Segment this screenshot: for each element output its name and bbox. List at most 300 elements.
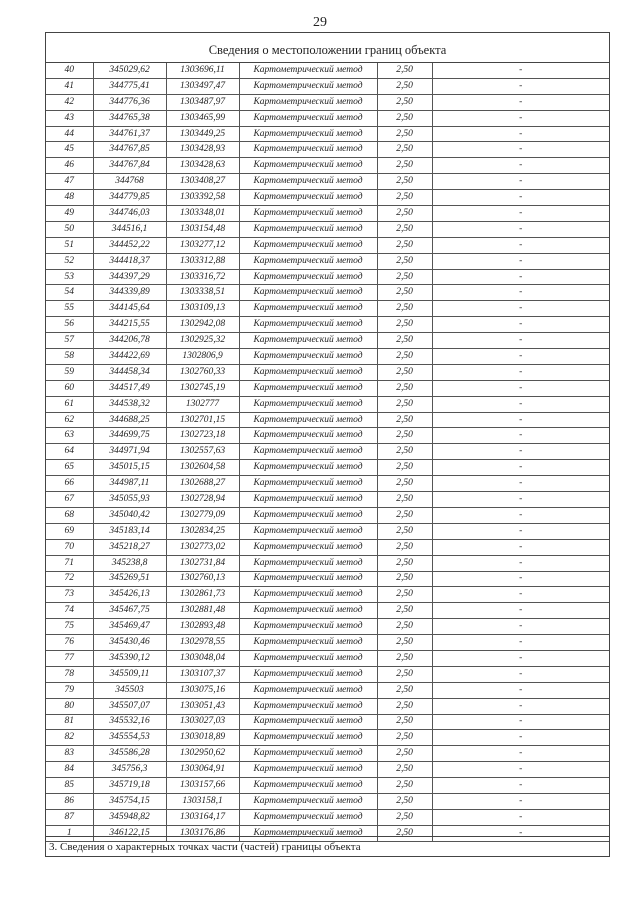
description-cell: - <box>432 364 609 380</box>
coordinate-x-cell: 344971,94 <box>93 444 166 460</box>
coordinate-y-cell: 1302777 <box>166 396 239 412</box>
coordinate-x-cell: 345948,82 <box>93 809 166 825</box>
table-row <box>46 492 609 508</box>
point-number-cell: 47 <box>46 174 93 190</box>
coordinate-y-cell: 1302806,9 <box>166 349 239 365</box>
point-number-cell: 69 <box>46 523 93 539</box>
accuracy-cell: 2,50 <box>377 666 432 682</box>
coordinate-y-cell: 1302925,32 <box>166 333 239 349</box>
coordinate-y-cell: 1303064,91 <box>166 762 239 778</box>
point-number-cell: 85 <box>46 778 93 794</box>
accuracy-cell: 2,50 <box>377 63 432 78</box>
method-cell: Картометрический метод <box>239 555 377 571</box>
description-cell: - <box>432 476 609 492</box>
coordinate-x-cell: 345029,62 <box>93 63 166 78</box>
coordinate-y-cell: 1302760,13 <box>166 571 239 587</box>
method-cell: Картометрический метод <box>239 428 377 444</box>
coordinate-x-cell: 344538,32 <box>93 396 166 412</box>
accuracy-cell: 2,50 <box>377 460 432 476</box>
table-row <box>46 349 609 365</box>
method-cell: Картометрический метод <box>239 778 377 794</box>
point-number-cell: 67 <box>46 492 93 508</box>
accuracy-cell: 2,50 <box>377 571 432 587</box>
section-title: Сведения о местоположении границ объекта <box>46 33 609 63</box>
coordinate-y-cell: 1303107,37 <box>166 666 239 682</box>
coordinate-x-cell: 345507,07 <box>93 698 166 714</box>
coordinate-y-cell: 1303428,63 <box>166 158 239 174</box>
coordinate-y-cell: 1303109,13 <box>166 301 239 317</box>
description-cell: - <box>432 317 609 333</box>
coordinate-y-cell: 1303696,11 <box>166 63 239 78</box>
coordinate-x-cell: 344699,75 <box>93 428 166 444</box>
accuracy-cell: 2,50 <box>377 809 432 825</box>
description-cell: - <box>432 174 609 190</box>
coordinate-y-cell: 1303487,97 <box>166 94 239 110</box>
accuracy-cell: 2,50 <box>377 221 432 237</box>
table-row <box>46 269 609 285</box>
point-number-cell: 60 <box>46 380 93 396</box>
description-cell: - <box>432 206 609 222</box>
accuracy-cell: 2,50 <box>377 333 432 349</box>
description-cell: - <box>432 253 609 269</box>
method-cell: Картометрический метод <box>239 762 377 778</box>
accuracy-cell: 2,50 <box>377 476 432 492</box>
coordinate-y-cell: 1302779,09 <box>166 507 239 523</box>
accuracy-cell: 2,50 <box>377 555 432 571</box>
coordinate-x-cell: 345754,15 <box>93 793 166 809</box>
coordinate-x-cell: 345390,12 <box>93 650 166 666</box>
accuracy-cell: 2,50 <box>377 587 432 603</box>
coordinate-x-cell: 345503 <box>93 682 166 698</box>
accuracy-cell: 2,50 <box>377 746 432 762</box>
table-row <box>46 539 609 555</box>
description-cell: - <box>432 746 609 762</box>
coordinates-table-body <box>46 63 609 841</box>
table-row <box>46 412 609 428</box>
method-cell: Картометрический метод <box>239 825 377 841</box>
method-cell: Картометрический метод <box>239 94 377 110</box>
method-cell: Картометрический метод <box>239 587 377 603</box>
coordinate-y-cell: 1303018,89 <box>166 730 239 746</box>
point-number-cell: 1 <box>46 825 93 841</box>
coordinate-y-cell: 1303449,25 <box>166 126 239 142</box>
coordinate-y-cell: 1302861,73 <box>166 587 239 603</box>
coordinate-x-cell: 345469,47 <box>93 619 166 635</box>
coordinate-y-cell: 1302881,48 <box>166 603 239 619</box>
point-number-cell: 50 <box>46 221 93 237</box>
description-cell: - <box>432 730 609 746</box>
coordinate-x-cell: 345183,14 <box>93 523 166 539</box>
description-cell: - <box>432 94 609 110</box>
description-cell: - <box>432 762 609 778</box>
point-number-cell: 54 <box>46 285 93 301</box>
coordinate-y-cell: 1303048,04 <box>166 650 239 666</box>
description-cell: - <box>432 444 609 460</box>
coordinate-x-cell: 344987,11 <box>93 476 166 492</box>
coordinate-y-cell: 1302728,94 <box>166 492 239 508</box>
description-cell: - <box>432 126 609 142</box>
accuracy-cell: 2,50 <box>377 253 432 269</box>
description-cell: - <box>432 507 609 523</box>
method-cell: Картометрический метод <box>239 221 377 237</box>
method-cell: Картометрический метод <box>239 682 377 698</box>
table-row <box>46 364 609 380</box>
point-number-cell: 80 <box>46 698 93 714</box>
coordinate-y-cell: 1302731,84 <box>166 555 239 571</box>
method-cell: Картометрический метод <box>239 730 377 746</box>
coordinate-y-cell: 1303157,66 <box>166 778 239 794</box>
table-row <box>46 809 609 825</box>
accuracy-cell: 2,50 <box>377 539 432 555</box>
coordinate-y-cell: 1303392,58 <box>166 190 239 206</box>
accuracy-cell: 2,50 <box>377 507 432 523</box>
point-number-cell: 52 <box>46 253 93 269</box>
coordinate-y-cell: 1303158,1 <box>166 793 239 809</box>
accuracy-cell: 2,50 <box>377 444 432 460</box>
table-row <box>46 523 609 539</box>
coordinate-x-cell: 344775,41 <box>93 78 166 94</box>
coordinate-y-cell: 1302604,58 <box>166 460 239 476</box>
description-cell: - <box>432 460 609 476</box>
coordinate-x-cell: 344206,78 <box>93 333 166 349</box>
point-number-cell: 63 <box>46 428 93 444</box>
description-cell: - <box>432 809 609 825</box>
method-cell: Картометрический метод <box>239 63 377 78</box>
coordinate-x-cell: 344145,64 <box>93 301 166 317</box>
description-cell: - <box>432 333 609 349</box>
coordinate-x-cell: 344776,36 <box>93 94 166 110</box>
coordinate-x-cell: 344767,85 <box>93 142 166 158</box>
coordinate-x-cell: 344516,1 <box>93 221 166 237</box>
accuracy-cell: 2,50 <box>377 190 432 206</box>
coordinate-x-cell: 344215,55 <box>93 317 166 333</box>
method-cell: Картометрический метод <box>239 237 377 253</box>
description-cell: - <box>432 142 609 158</box>
coordinate-x-cell: 344765,38 <box>93 110 166 126</box>
table-row <box>46 301 609 317</box>
coordinate-y-cell: 1303154,48 <box>166 221 239 237</box>
description-cell: - <box>432 793 609 809</box>
table-row <box>46 190 609 206</box>
accuracy-cell: 2,50 <box>377 126 432 142</box>
point-number-cell: 79 <box>46 682 93 698</box>
table-row <box>46 253 609 269</box>
table-row <box>46 206 609 222</box>
coordinate-x-cell: 344418,37 <box>93 253 166 269</box>
coordinate-y-cell: 1302834,25 <box>166 523 239 539</box>
table-row <box>46 158 609 174</box>
coordinate-x-cell: 344452,22 <box>93 237 166 253</box>
method-cell: Картометрический метод <box>239 349 377 365</box>
coordinate-y-cell: 1303316,72 <box>166 269 239 285</box>
description-cell: - <box>432 666 609 682</box>
table-row <box>46 396 609 412</box>
point-number-cell: 57 <box>46 333 93 349</box>
description-cell: - <box>432 619 609 635</box>
accuracy-cell: 2,50 <box>377 317 432 333</box>
point-number-cell: 77 <box>46 650 93 666</box>
method-cell: Картометрический метод <box>239 746 377 762</box>
accuracy-cell: 2,50 <box>377 364 432 380</box>
accuracy-cell: 2,50 <box>377 206 432 222</box>
point-number-cell: 66 <box>46 476 93 492</box>
coordinate-y-cell: 1302688,27 <box>166 476 239 492</box>
coordinate-y-cell: 1302950,62 <box>166 746 239 762</box>
point-number-cell: 53 <box>46 269 93 285</box>
point-number-cell: 75 <box>46 619 93 635</box>
point-number-cell: 76 <box>46 635 93 651</box>
table-row <box>46 174 609 190</box>
accuracy-cell: 2,50 <box>377 349 432 365</box>
coordinate-x-cell: 344517,49 <box>93 380 166 396</box>
table-row <box>46 714 609 730</box>
table-row <box>46 587 609 603</box>
method-cell: Картометрический метод <box>239 174 377 190</box>
table-row <box>46 619 609 635</box>
accuracy-cell: 2,50 <box>377 650 432 666</box>
method-cell: Картометрический метод <box>239 809 377 825</box>
coordinate-x-cell: 344768 <box>93 174 166 190</box>
method-cell: Картометрический метод <box>239 126 377 142</box>
table-row <box>46 682 609 698</box>
accuracy-cell: 2,50 <box>377 714 432 730</box>
coordinate-y-cell: 1303051,43 <box>166 698 239 714</box>
coordinate-x-cell: 345269,51 <box>93 571 166 587</box>
point-number-cell: 48 <box>46 190 93 206</box>
table-row <box>46 476 609 492</box>
coordinate-y-cell: 1303408,27 <box>166 174 239 190</box>
table-row <box>46 237 609 253</box>
description-cell: - <box>432 635 609 651</box>
coordinate-y-cell: 1302893,48 <box>166 619 239 635</box>
table-row <box>46 380 609 396</box>
method-cell: Картометрический метод <box>239 285 377 301</box>
coordinate-y-cell: 1303164,17 <box>166 809 239 825</box>
accuracy-cell: 2,50 <box>377 778 432 794</box>
coordinate-y-cell: 1302942,08 <box>166 317 239 333</box>
point-number-cell: 59 <box>46 364 93 380</box>
method-cell: Картометрический метод <box>239 714 377 730</box>
coordinate-y-cell: 1302978,55 <box>166 635 239 651</box>
point-number-cell: 87 <box>46 809 93 825</box>
description-cell: - <box>432 428 609 444</box>
table-row <box>46 285 609 301</box>
table-row <box>46 762 609 778</box>
accuracy-cell: 2,50 <box>377 619 432 635</box>
accuracy-cell: 2,50 <box>377 285 432 301</box>
coordinate-x-cell: 345040,42 <box>93 507 166 523</box>
method-cell: Картометрический метод <box>239 364 377 380</box>
method-cell: Картометрический метод <box>239 444 377 460</box>
point-number-cell: 42 <box>46 94 93 110</box>
method-cell: Картометрический метод <box>239 507 377 523</box>
description-cell: - <box>432 571 609 587</box>
description-cell: - <box>432 714 609 730</box>
method-cell: Картометрический метод <box>239 619 377 635</box>
coordinate-x-cell: 345430,46 <box>93 635 166 651</box>
method-cell: Картометрический метод <box>239 476 377 492</box>
point-number-cell: 74 <box>46 603 93 619</box>
method-cell: Картометрический метод <box>239 539 377 555</box>
point-number-cell: 44 <box>46 126 93 142</box>
accuracy-cell: 2,50 <box>377 492 432 508</box>
table-row <box>46 428 609 444</box>
description-cell: - <box>432 650 609 666</box>
coordinate-x-cell: 345015,15 <box>93 460 166 476</box>
point-number-cell: 43 <box>46 110 93 126</box>
description-cell: - <box>432 78 609 94</box>
accuracy-cell: 2,50 <box>377 94 432 110</box>
coordinate-x-cell: 344397,29 <box>93 269 166 285</box>
method-cell: Картометрический метод <box>239 460 377 476</box>
accuracy-cell: 2,50 <box>377 523 432 539</box>
table-row <box>46 460 609 476</box>
table-row <box>46 571 609 587</box>
table-row <box>46 650 609 666</box>
method-cell: Картометрический метод <box>239 571 377 587</box>
table-row <box>46 555 609 571</box>
method-cell: Картометрический метод <box>239 523 377 539</box>
coordinate-y-cell: 1302760,33 <box>166 364 239 380</box>
accuracy-cell: 2,50 <box>377 412 432 428</box>
accuracy-cell: 2,50 <box>377 793 432 809</box>
method-cell: Картометрический метод <box>239 635 377 651</box>
coordinate-y-cell: 1303465,99 <box>166 110 239 126</box>
point-number-cell: 62 <box>46 412 93 428</box>
table-row <box>46 507 609 523</box>
point-number-cell: 45 <box>46 142 93 158</box>
coordinate-y-cell: 1303176,86 <box>166 825 239 841</box>
method-cell: Картометрический метод <box>239 253 377 269</box>
method-cell: Картометрический метод <box>239 698 377 714</box>
accuracy-cell: 2,50 <box>377 237 432 253</box>
table-row <box>46 666 609 682</box>
coordinate-x-cell: 344779,85 <box>93 190 166 206</box>
point-number-cell: 71 <box>46 555 93 571</box>
method-cell: Картометрический метод <box>239 412 377 428</box>
coordinate-x-cell: 345426,13 <box>93 587 166 603</box>
description-cell: - <box>432 523 609 539</box>
accuracy-cell: 2,50 <box>377 142 432 158</box>
description-cell: - <box>432 492 609 508</box>
method-cell: Картометрический метод <box>239 603 377 619</box>
table-row <box>46 635 609 651</box>
accuracy-cell: 2,50 <box>377 698 432 714</box>
method-cell: Картометрический метод <box>239 793 377 809</box>
description-cell: - <box>432 682 609 698</box>
coordinate-y-cell: 1303075,16 <box>166 682 239 698</box>
document-frame <box>45 32 610 857</box>
description-cell: - <box>432 158 609 174</box>
coordinate-x-cell: 345238,8 <box>93 555 166 571</box>
method-cell: Картометрический метод <box>239 142 377 158</box>
point-number-cell: 78 <box>46 666 93 682</box>
method-cell: Картометрический метод <box>239 190 377 206</box>
point-number-cell: 51 <box>46 237 93 253</box>
accuracy-cell: 2,50 <box>377 428 432 444</box>
coordinate-y-cell: 1302745,19 <box>166 380 239 396</box>
coordinate-y-cell: 1303277,12 <box>166 237 239 253</box>
coordinate-x-cell: 345055,93 <box>93 492 166 508</box>
table-row <box>46 317 609 333</box>
description-cell: - <box>432 349 609 365</box>
point-number-cell: 64 <box>46 444 93 460</box>
accuracy-cell: 2,50 <box>377 762 432 778</box>
coordinate-y-cell: 1302773,02 <box>166 539 239 555</box>
accuracy-cell: 2,50 <box>377 301 432 317</box>
point-number-cell: 86 <box>46 793 93 809</box>
table-row <box>46 94 609 110</box>
description-cell: - <box>432 285 609 301</box>
point-number-cell: 46 <box>46 158 93 174</box>
accuracy-cell: 2,50 <box>377 396 432 412</box>
coordinates-table <box>46 63 609 842</box>
method-cell: Картометрический метод <box>239 317 377 333</box>
coordinate-x-cell: 345532,16 <box>93 714 166 730</box>
method-cell: Картометрический метод <box>239 301 377 317</box>
coordinate-y-cell: 1303338,51 <box>166 285 239 301</box>
description-cell: - <box>432 269 609 285</box>
accuracy-cell: 2,50 <box>377 158 432 174</box>
description-cell: - <box>432 380 609 396</box>
description-cell: - <box>432 555 609 571</box>
description-cell: - <box>432 587 609 603</box>
footer-caption: 3. Сведения о характерных точках части (частей) границы объекта <box>46 836 609 857</box>
description-cell: - <box>432 221 609 237</box>
point-number-cell: 61 <box>46 396 93 412</box>
coordinate-x-cell: 346122,15 <box>93 825 166 841</box>
table-row <box>46 793 609 809</box>
point-number-cell: 70 <box>46 539 93 555</box>
point-number-cell: 82 <box>46 730 93 746</box>
coordinate-x-cell: 345509,11 <box>93 666 166 682</box>
point-number-cell: 49 <box>46 206 93 222</box>
table-row <box>46 110 609 126</box>
coordinate-y-cell: 1303497,47 <box>166 78 239 94</box>
method-cell: Картометрический метод <box>239 380 377 396</box>
method-cell: Картометрический метод <box>239 206 377 222</box>
method-cell: Картометрический метод <box>239 269 377 285</box>
description-cell: - <box>432 190 609 206</box>
accuracy-cell: 2,50 <box>377 380 432 396</box>
page-number: 29 <box>313 15 327 30</box>
point-number-cell: 73 <box>46 587 93 603</box>
accuracy-cell: 2,50 <box>377 730 432 746</box>
table-row <box>46 746 609 762</box>
description-cell: - <box>432 237 609 253</box>
coordinate-x-cell: 344422,69 <box>93 349 166 365</box>
point-number-cell: 40 <box>46 63 93 78</box>
coordinate-x-cell: 345586,28 <box>93 746 166 762</box>
coordinate-x-cell: 345719,18 <box>93 778 166 794</box>
description-cell: - <box>432 110 609 126</box>
table-row <box>46 63 609 78</box>
point-number-cell: 56 <box>46 317 93 333</box>
coordinate-x-cell: 344339,89 <box>93 285 166 301</box>
coordinate-y-cell: 1303312,88 <box>166 253 239 269</box>
coordinate-x-cell: 345554,53 <box>93 730 166 746</box>
point-number-cell: 84 <box>46 762 93 778</box>
table-row <box>46 444 609 460</box>
description-cell: - <box>432 396 609 412</box>
coordinate-y-cell: 1303428,93 <box>166 142 239 158</box>
point-number-cell: 65 <box>46 460 93 476</box>
table-row <box>46 126 609 142</box>
coordinate-x-cell: 344458,34 <box>93 364 166 380</box>
table-row <box>46 142 609 158</box>
coordinate-x-cell: 344688,25 <box>93 412 166 428</box>
method-cell: Картометрический метод <box>239 666 377 682</box>
